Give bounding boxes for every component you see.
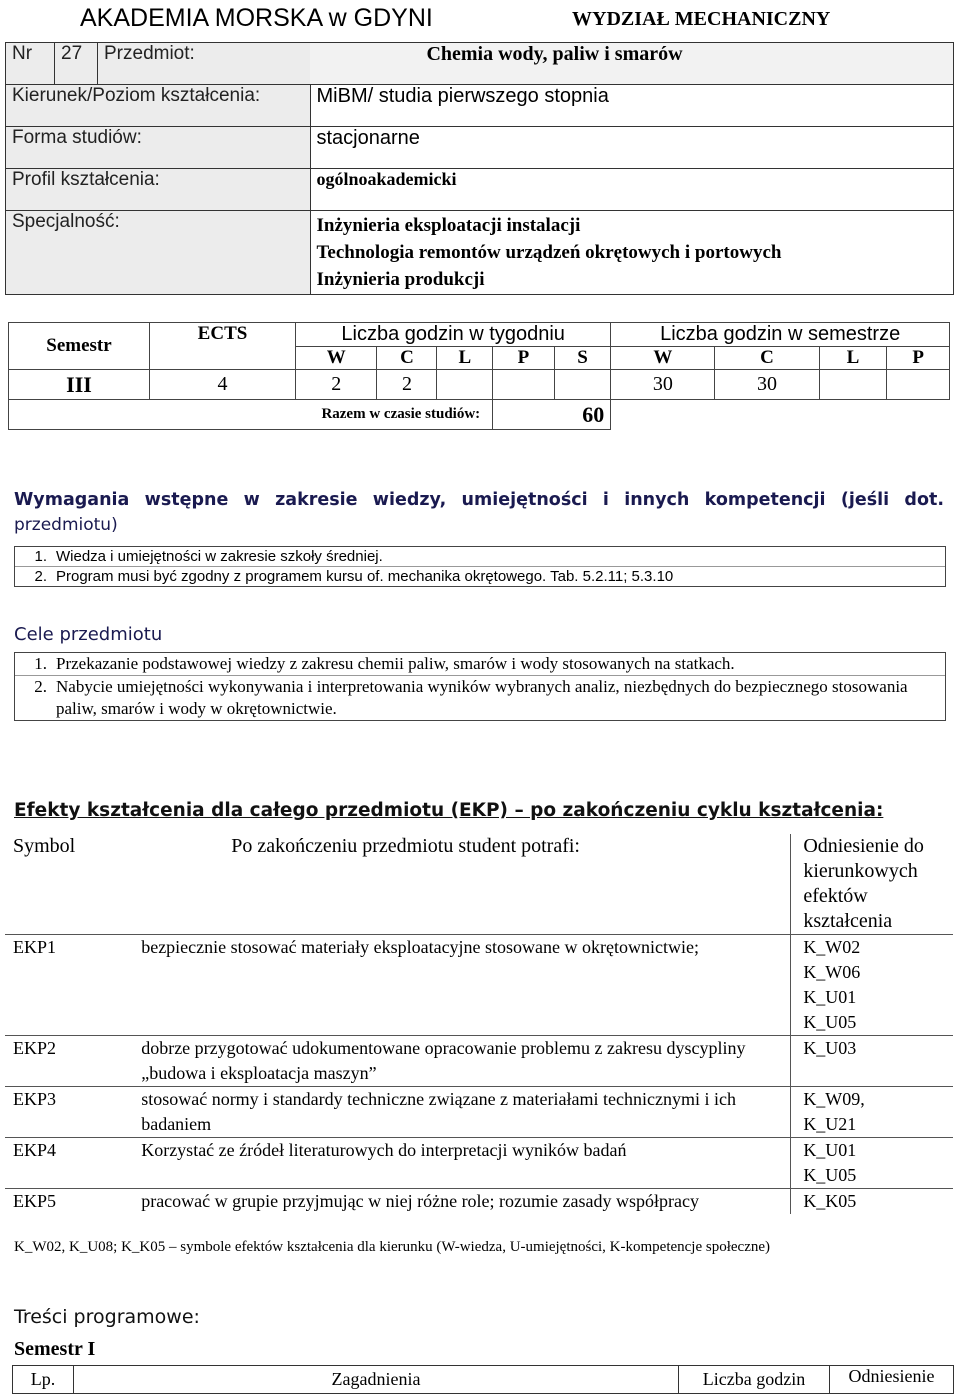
ref-header: Odniesienie do kierunkowych efektów kształcenia <box>791 834 953 935</box>
content-title: Treści programowe: <box>14 1306 200 1328</box>
cell-w: 2 <box>296 370 377 400</box>
item-text: Wiedza i umiejętności w zakresie szkoły średniej. <box>56 548 383 565</box>
cell-l2 <box>819 370 887 400</box>
list-item <box>15 566 945 586</box>
cell-p <box>493 370 555 400</box>
weekly-header: Liczba godzin w tygodniu <box>296 323 611 347</box>
col-p2: P <box>887 347 950 370</box>
item-text: Program musi być zgodny z programem kursu of. mechanika okrętowego. Tab. 5.2.11; 5.3.10 <box>56 568 674 585</box>
requirements-list <box>14 546 946 587</box>
spec-item: Technologia remontów urządzeń okrętowych i portowych <box>316 242 782 263</box>
forma-label: Forma studiów: <box>6 127 311 169</box>
semester-hours-table <box>8 322 950 430</box>
item-number: 2. <box>34 677 47 696</box>
kierunek-value: MiBM/ studia pierwszego stopnia <box>310 85 954 127</box>
topics-header: Zagadnienia <box>74 1366 679 1394</box>
symbol-header: Symbol <box>5 834 121 935</box>
lp-header: Lp. <box>13 1366 74 1394</box>
ekp-ref: K_K05 <box>791 1189 953 1215</box>
program-content-table <box>12 1365 954 1394</box>
sem-value: III <box>9 370 150 400</box>
outcomes-table <box>5 834 953 1214</box>
requirements-title-cont: przedmiotu) <box>14 515 118 535</box>
ekp-symbol: EKP1 <box>5 935 121 1036</box>
nr-value: 27 <box>55 43 98 85</box>
ects-header: ECTS <box>150 323 296 370</box>
item-number: 1. <box>34 654 47 673</box>
reference-header: Odniesienie <box>830 1366 954 1394</box>
col-c2: C <box>715 347 819 370</box>
ekp-ref: K_U03 <box>791 1036 953 1087</box>
profil-label: Profil kształcenia: <box>6 169 311 211</box>
ekp-symbol: EKP2 <box>5 1036 121 1087</box>
subject-label: Przedmiot: <box>98 43 311 85</box>
total-value: 60 <box>493 400 611 430</box>
ekp-desc: dobrze przygotować udokumentowane opracowanie problemu z zakresu dyscypliny „budowa i eksploatacja maszyn” <box>121 1036 791 1087</box>
profil-value: ogólnoakademicki <box>310 169 954 211</box>
list-item <box>15 653 945 675</box>
outcomes-footnote: K_W02, K_U08; K_K05 – symbole efektów kształcenia dla kierunku (W-wiedza, U-umiejętności, K-kompetencje społeczne) <box>14 1239 771 1255</box>
requirements-title: Wymagania wstępne w zakresie wiedzy, umiejętności i innych kompetencji (jeśli dot. <box>14 490 944 510</box>
spec-item: Inżynieria eksploatacji instalacji <box>316 215 581 236</box>
list-item <box>15 547 945 566</box>
course-info-table <box>5 42 954 295</box>
col-c: C <box>377 347 437 370</box>
ekp-desc: stosować normy i standardy techniczne związane z materiałami technicznymi i ich badaniem <box>121 1087 791 1138</box>
kierunek-label: Kierunek/Poziom kształcenia: <box>6 85 311 127</box>
semestr-header: Semestr <box>9 323 150 370</box>
ekp-symbol: EKP3 <box>5 1087 121 1138</box>
ekp-ref: K_W09, K_U21 <box>791 1087 953 1138</box>
semester-hours-header: Liczba godzin w semestrze <box>611 323 950 347</box>
faculty-title: WYDZIAŁ MECHANICZNY <box>572 8 831 30</box>
item-number: 2. <box>34 568 47 585</box>
item-text: Przekazanie podstawowej wiedzy z zakresu chemii paliw, smarów i wody stosowanych na statkach. <box>56 654 735 673</box>
spec-item: Inżynieria produkcji <box>316 269 485 290</box>
cell-c: 2 <box>377 370 437 400</box>
ekp-desc: Korzystać ze źródeł literaturowych do interpretacji wyników badań <box>121 1138 791 1189</box>
col-s: S <box>554 347 611 370</box>
total-label: Razem w czasie studiów: <box>9 400 493 430</box>
ekp-symbol: EKP4 <box>5 1138 121 1189</box>
semester-label: Semestr I <box>14 1338 96 1360</box>
item-number: 1. <box>34 548 47 565</box>
outcomes-title: Efekty kształcenia dla całego przedmiotu (EKP) – po zakończeniu cyklu kształcenia: <box>14 800 884 821</box>
goals-title: Cele przedmiotu <box>14 624 163 645</box>
col-l: L <box>437 347 493 370</box>
cell-s <box>554 370 611 400</box>
cell-l <box>437 370 493 400</box>
hours-header: Liczba godzin <box>679 1366 830 1394</box>
ekp-ref: K_W02 K_W06 K_U01 K_U05 <box>791 935 953 1036</box>
subject-value: Chemia wody, paliw i smarów <box>310 43 954 85</box>
ects-value: 4 <box>150 370 296 400</box>
academy-title: AKADEMIA MORSKA w GDYNI <box>80 4 433 32</box>
ekp-desc: pracować w grupie przyjmując w niej różne role; rozumie zasady współpracy <box>141 1191 699 1211</box>
col-w: W <box>296 347 377 370</box>
desc-header: Po zakończeniu przedmiotu student potrafi: <box>121 834 791 935</box>
col-l2: L <box>819 347 887 370</box>
col-w2: W <box>611 347 715 370</box>
cell-w2: 30 <box>611 370 715 400</box>
spec-values <box>310 211 954 295</box>
spec-label: Specjalność: <box>6 211 311 295</box>
col-p: P <box>493 347 555 370</box>
goals-list <box>14 652 946 721</box>
ekp-symbol: EKP5 <box>13 1191 57 1211</box>
item-text: Nabycie umiejętności wykonywania i interpretowania wyników wybranych analiz, niezbędnych do bezpiecznego stosowania paliw, smarów i wody w okrętownictwie. <box>56 677 908 718</box>
ekp-desc: bezpiecznie stosować materiały eksploatacyjne stosowane w okrętownictwie; <box>121 935 791 1036</box>
ekp-ref: K_U01 K_U05 <box>791 1138 953 1189</box>
cell-c2: 30 <box>715 370 819 400</box>
cell-p2 <box>887 370 950 400</box>
nr-label: Nr <box>6 43 55 85</box>
list-item <box>15 675 945 720</box>
forma-value: stacjonarne <box>310 127 954 169</box>
